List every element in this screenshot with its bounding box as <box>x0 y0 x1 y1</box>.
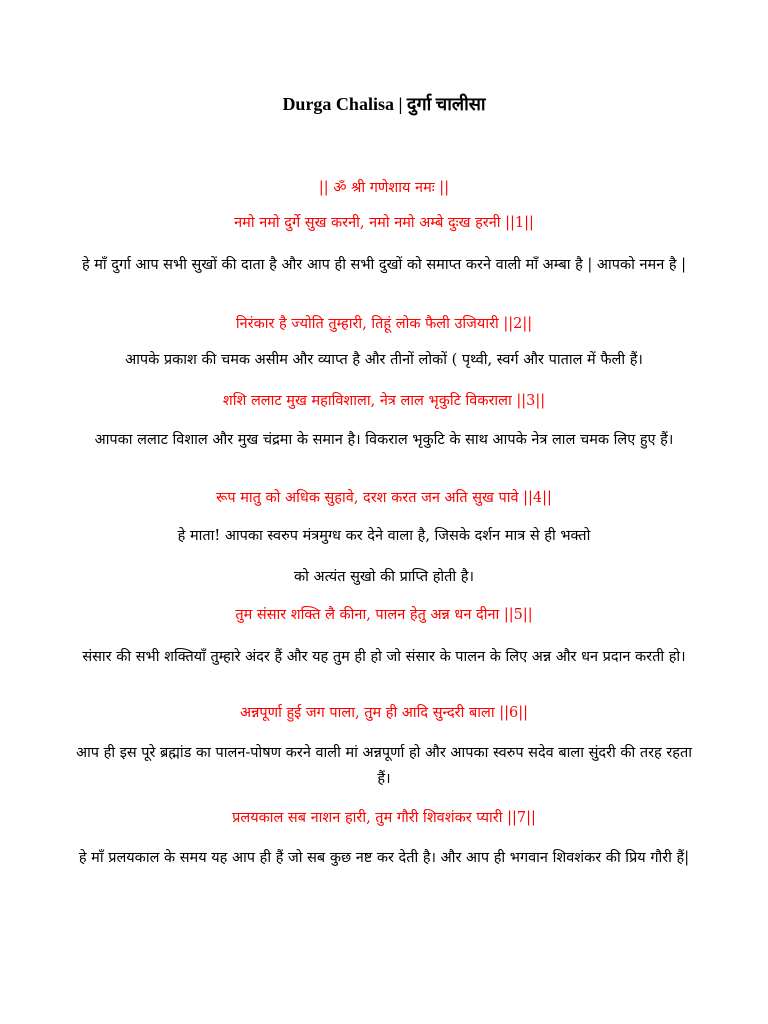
verse-5: तुम संसार शक्ति लै कीना, पालन हेतु अन्न धन दीना ||5|| <box>235 607 533 623</box>
verse-3: शशि ललाट मुख महाविशाला, नेत्र लाल भृकुटि विकराला ||3|| <box>222 393 546 409</box>
invocation: || ॐ श्री गणेशाय नमः || <box>318 180 450 196</box>
meaning-5: संसार की सभी शक्तियाँ तुम्हारे अंदर हैं और यह तुम ही हो जो संसार के पालन के लिए अन्न और धन प्रदान करती हो। <box>82 649 686 665</box>
meaning-1: हे माँ दुर्गा आप सभी सुखों की दाता है और आप ही सभी दुखों को समाप्त करने वाली माँ अम्बा है | आपको नमन है | <box>81 257 687 273</box>
verse-6: अन्नपूर्णा हुई जग पाला, तुम ही आदि सुन्दरी बाला ||6|| <box>240 705 528 721</box>
verse-7: प्रलयकाल सब नाशन हारी, तुम गौरी शिवशंकर प्यारी ||7|| <box>232 810 536 826</box>
meaning-2: आपके प्रकाश की चमक असीम और व्याप्त है और तीनों लोकों ( पृथ्वी, स्वर्ग और पाताल में फैली हैं। <box>125 352 643 368</box>
verse-4: रूप मातु को अधिक सुहावे, दरश करत जन अति सुख पावे ||4|| <box>216 490 552 506</box>
verse-2: निरंकार है ज्योति तुम्हारी, तिहूं लोक फैली उजियारी ||2|| <box>235 316 533 332</box>
meaning-4-line-1: हे माता! आपका स्वरुप मंत्रमुग्ध कर देने वाला है, जिसके दर्शन मात्र से ही भक्तो <box>177 528 591 544</box>
meaning-6: आप ही इस पूरे ब्रह्मांड का पालन-पोषण करने वाली मां अन्नपूर्णा हो और आपका स्वरुप सदेव बाला सुंदरी की तरह रहता हैं। <box>75 745 693 787</box>
meaning-4-line-2: को अत्यंत सुखो की प्राप्ति होती है। <box>294 569 474 585</box>
verse-1: नमो नमो दुर्गे सुख करनी, नमो नमो अम्बे दुःख हरनी ||1|| <box>234 215 534 231</box>
meaning-7: हे माँ प्रलयकाल के समय यह आप ही हैं जो सब कुछ नष्ट कर देती है। और आप ही भगवान शिवशंकर की प्रिय गौरी हैं| <box>78 850 690 866</box>
page-title: Durga Chalisa | दुर्गा चालीसा <box>282 94 486 114</box>
meaning-3: आपका ललाट विशाल और मुख चंद्रमा के समान है। विकराल भृकुटि के साथ आपके नेत्र लाल चमक लिए हुए हैं। <box>94 432 674 448</box>
